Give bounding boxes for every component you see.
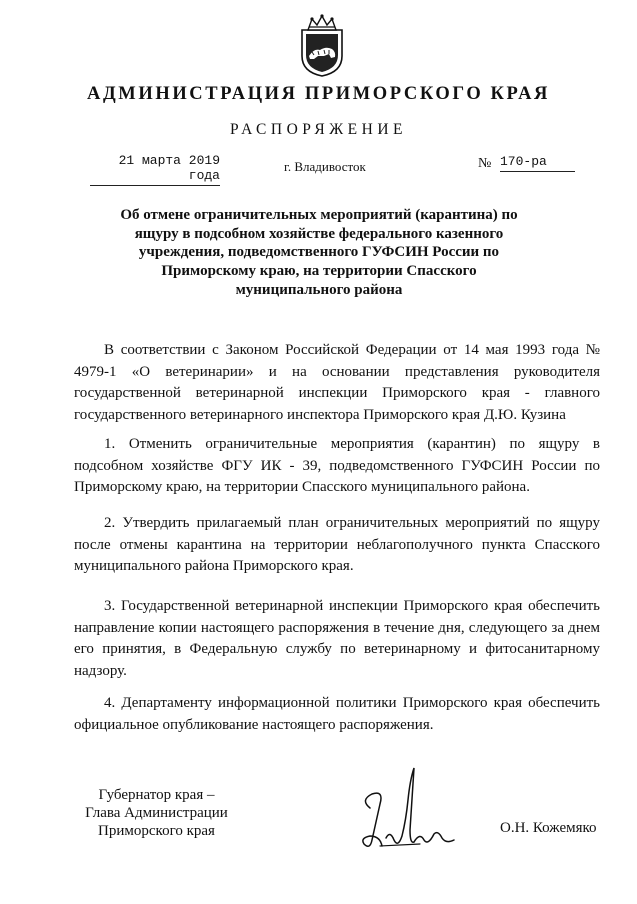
governor-title (74, 786, 239, 840)
document-type: РАСПОРЯЖЕНИЕ (230, 121, 407, 138)
governor-title-line-2: Глава Администрации (85, 805, 228, 821)
document-number: 170-ра (500, 154, 575, 172)
handwritten-signature (350, 760, 460, 860)
item-paragraph-4: 4. Департаменту информационной политики Приморского края обеспечить официальное опубликование настоящего распоряжения. (74, 695, 600, 733)
item-paragraph-3: 3. Государственной ветеринарной инспекции Приморского края обеспечить направление копии настоящего распоряжения в течение дня, следующего за днем его принятия, в Федеральную службу по ветеринарному и фитосанитарному надзору. (74, 598, 600, 679)
item-paragraph-1: 1. Отменить ограничительные мероприятия (карантин) по ящуру в подсобном хозяйстве ФГУ ИК - 39, подведомственного ГУФСИН России по Приморскому краю, на территории Спасского муниципального района. (74, 436, 600, 495)
document-subject: Об отмене ограничительных мероприятий (карантина) по ящуру в подсобном хозяйстве федерального казенного учреждения, подведомственного ГУФСИН России по Приморскому краю, на территории Спасского муниципального района (120, 207, 518, 298)
item-paragraph-2: 2. Утвердить прилагаемый план ограничительных мероприятий по ящуру после отмены карантина на территории неблагополучного пункта Спасского муниципального района Приморского края. (74, 515, 600, 574)
coat-of-arms-icon (298, 12, 346, 78)
preamble-paragraph: В соответствии с Законом Российской Федерации от 14 мая 1993 года № 4979-1 «О ветеринарии» и на основании представления руководителя государственной ветеринарной инспекции Приморского края - главного государственного ветеринарного инспектора Приморского края Д.Ю. Кузина (74, 342, 600, 423)
governor-title-line-3: Приморского края (98, 823, 215, 839)
document-date: 21 марта 2019 года (90, 153, 220, 186)
governor-title-line-1: Губернатор края – (98, 787, 215, 803)
document-number-label: № (478, 156, 492, 171)
organization-title: АДМИНИСТРАЦИЯ ПРИМОРСКОГО КРАЯ (86, 84, 551, 104)
governor-name: О.Н. Кожемяко (500, 820, 597, 836)
document-city: г. Владивосток (284, 159, 366, 174)
